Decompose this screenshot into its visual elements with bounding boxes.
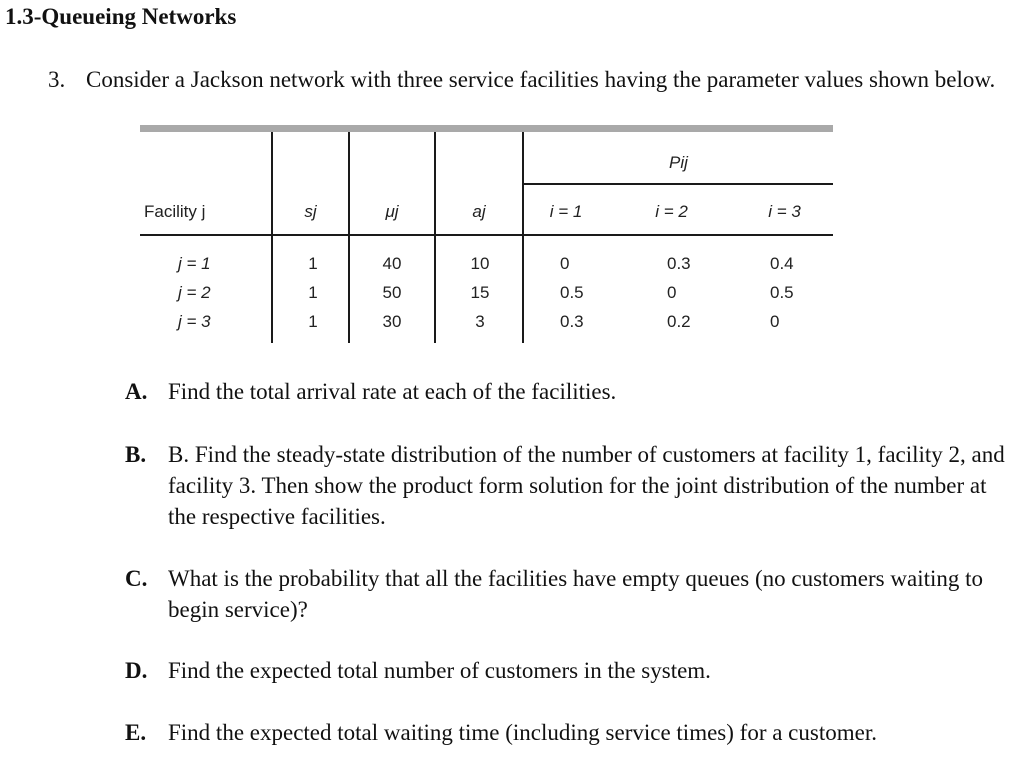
table-cell: 1 xyxy=(308,312,318,331)
table-cell: 0 xyxy=(667,283,677,302)
table-cell: 30 xyxy=(382,312,402,331)
table-cell: 0 xyxy=(770,312,780,331)
question-label: E. xyxy=(125,720,147,745)
question-text: Find the expected total waiting time (including service times) for a customer. xyxy=(168,720,877,745)
question-label: A. xyxy=(125,379,148,404)
table-cell: 0.3 xyxy=(667,254,691,273)
header-rule xyxy=(140,234,833,236)
column-p2 xyxy=(667,249,691,336)
table-cell: 0.4 xyxy=(770,254,794,273)
table-cell: j = 2 xyxy=(178,283,211,302)
problem-number: 3. xyxy=(48,67,66,92)
table-cell: 0.2 xyxy=(667,312,691,331)
table-cell: 10 xyxy=(470,254,490,273)
table-divider xyxy=(271,132,273,343)
question-text: B. Find the steady-state distribution of the number of customers at facility 1, facility 2, and facility 3. Then show the product form solution for the joint distribution of the number at the respective facilities. xyxy=(168,442,1005,529)
table-cell: 40 xyxy=(382,254,402,273)
header-mu: μj xyxy=(385,202,399,221)
table-divider xyxy=(348,132,350,343)
table-cell: 0.5 xyxy=(560,283,584,302)
table-cell: 50 xyxy=(382,283,402,302)
question-text: Find the expected total number of customers in the system. xyxy=(168,658,711,683)
table-cell: 0 xyxy=(560,254,570,273)
column-p1 xyxy=(560,249,584,336)
table-cell: 1 xyxy=(308,254,318,273)
table-divider xyxy=(434,132,436,343)
table-cell: 1 xyxy=(308,283,318,302)
question-label: D. xyxy=(125,658,148,683)
table-cell: 3 xyxy=(475,312,485,331)
table-cell: 0.5 xyxy=(770,283,794,302)
header-s: sj xyxy=(304,202,317,221)
column-p3 xyxy=(770,249,794,336)
table-cell: 15 xyxy=(470,283,490,302)
header-i1: i = 1 xyxy=(549,202,583,221)
question-label: C. xyxy=(125,566,148,591)
p-header: Pij xyxy=(669,153,688,172)
column-mu xyxy=(372,249,412,336)
parameter-table xyxy=(140,125,833,345)
table-cell: 0.3 xyxy=(560,312,584,331)
question-text: What is the probability that all the facilities have empty queues (no customers waiting to begin service)? xyxy=(168,566,984,622)
table-cell: j = 3 xyxy=(178,312,211,331)
p-header-rule xyxy=(524,183,833,185)
problem-text: Consider a Jackson network with three service facilities having the parameter values shown below. xyxy=(86,67,996,92)
column-facility xyxy=(178,249,211,336)
header-i3: i = 3 xyxy=(768,202,801,221)
question-label: B. xyxy=(125,442,147,467)
section-title: 1.3-Queueing Networks xyxy=(5,4,237,29)
column-s xyxy=(300,249,326,336)
column-a xyxy=(460,249,500,336)
question-text: Find the total arrival rate at each of the facilities. xyxy=(168,379,617,404)
header-i2: i = 2 xyxy=(655,202,688,221)
table-top-rule xyxy=(140,125,833,132)
table-cell: j = 1 xyxy=(178,254,211,273)
header-facility: Facility j xyxy=(144,202,206,221)
header-a: aj xyxy=(472,202,486,221)
